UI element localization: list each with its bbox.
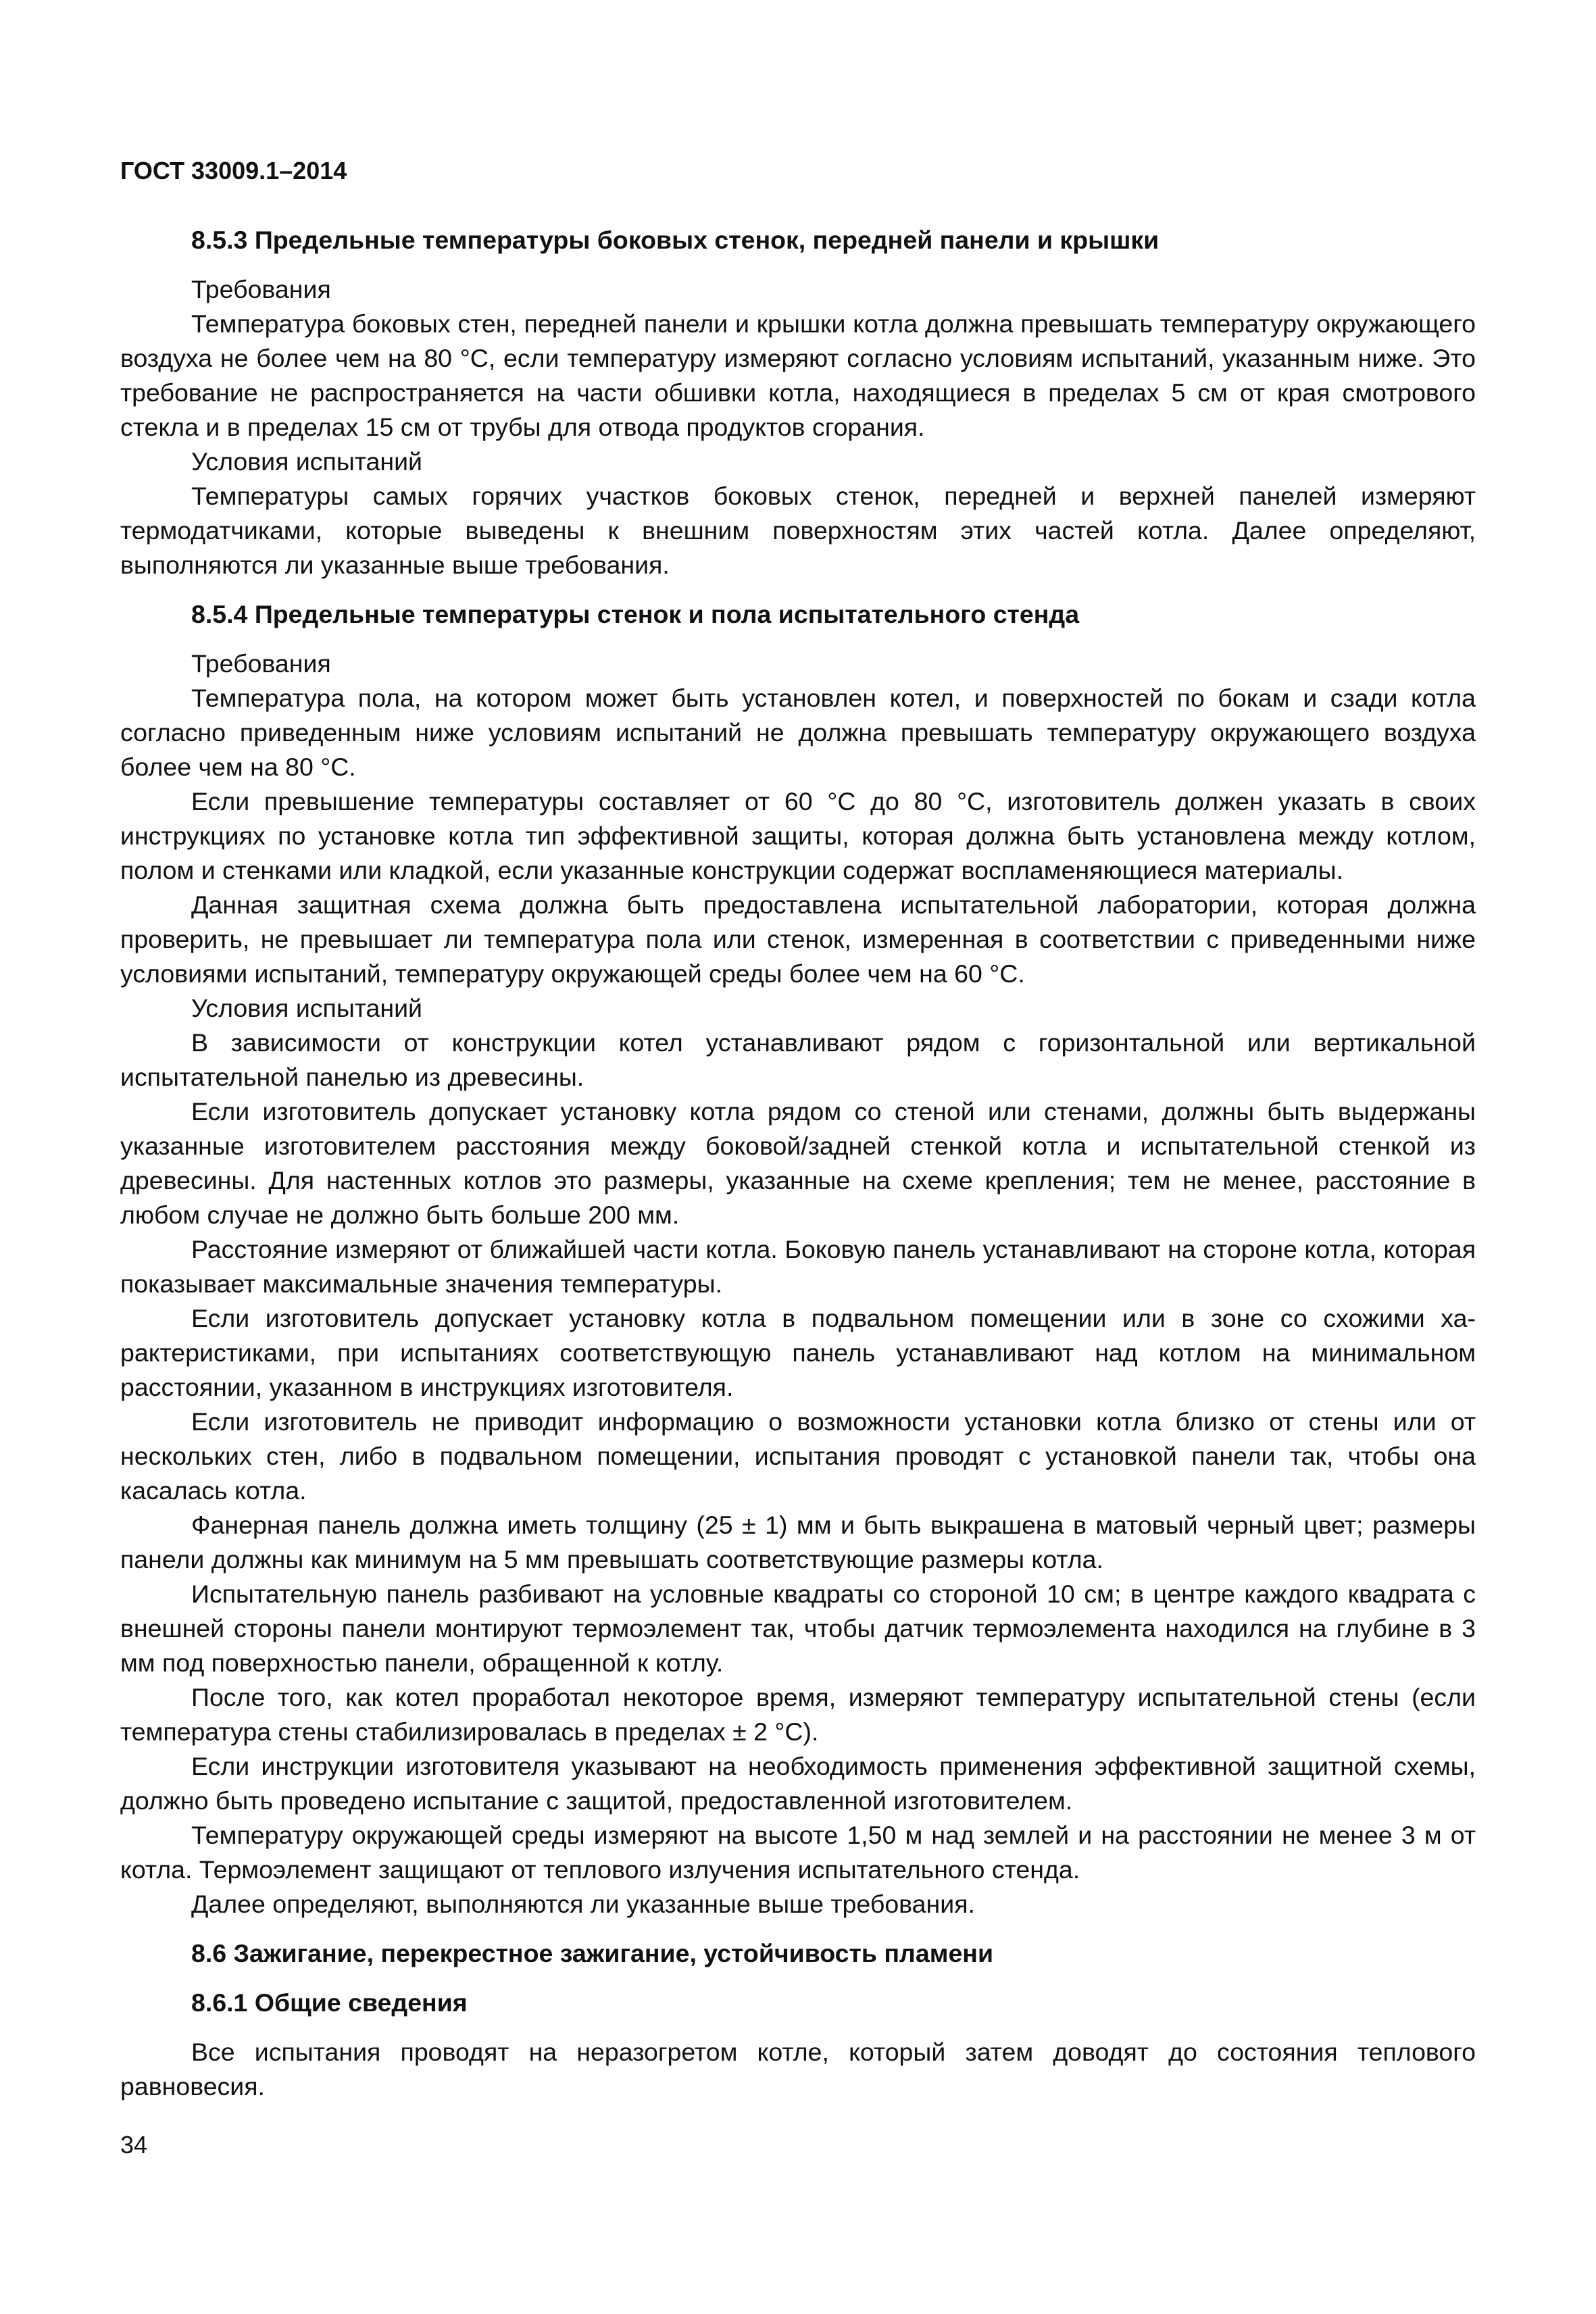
paragraph: Расстояние измеряют от ближайшей части котла. Боковую панель устанавливают на стороне котла, которая показывает максимальные значения температуры. (120, 1235, 1476, 1298)
running-header: ГОСТ 33009.1–2014 (120, 157, 347, 184)
paragraph: Температура пола, на котором может быть установлен котел, и поверхностей по бокам и сзади котла согласно приведенным ниже условиям испытаний не должна превышать температуру окружающего воздуха более чем на 80 °С. (120, 684, 1476, 781)
paragraph: Температура боковых стен, передней панели и крышки котла должна превышать температуру окружающего воздуха не более чем на 80 °С, если температуру измеряют согласно условиям испытаний, указанным ниже. Это требование не распространяется на части обшивки котла, находящиеся в пределах 5 см от края смотрового стекла и в пределах 15 см от трубы для отвода продуктов сгорания. (120, 309, 1476, 441)
paragraph: В зависимости от конструкции котел устанавливают рядом с горизонтальной или вертикальной испытательной панелью из древесины. (120, 1028, 1476, 1091)
paragraph: После того, как котел проработал некоторое время, измеряют температуру испытательной стены (если температура стены стабилизировалась в пределах ± 2 °С). (120, 1683, 1476, 1746)
paragraph: Если инструкции изготовителя указывают на необходимость применения эффективной защитной схемы, должно быть проведено испытание с защитой, предоставленной изготовителем. (120, 1752, 1476, 1815)
paragraph: Далее определяют, выполняются ли указанные выше требования. (191, 1890, 975, 1918)
paragraph: Данная защитная схема должна быть предоставлена испытательной лаборатории, которая должна проверить, не превышает ли температура пола или стенок, измеренная в соответствии с приведенными ниже условиями испытаний, температуру окружающей среды более чем на 60 °С. (120, 890, 1476, 988)
paragraph: Все испытания проводят на неразогретом котле, который затем доводят до состояния теплового равновесия. (120, 2038, 1476, 2101)
requirements-label: Требования (191, 649, 331, 678)
paragraph: Если превышение температуры составляет от 60 °С до 80 °С, изготовитель должен указать в своих инструкциях по установке котла тип эффективной защиты, которая должна быть установлена между котлом, полом и стенками или кладкой, если указанные конструкции содержат воспламеняющиеся материалы. (120, 787, 1476, 884)
paragraph: Испытательную панель разбивают на условные квадраты со стороной 10 см; в центре каждого квадрата с внешней стороны панели монтируют термоэлемент так, чтобы датчик термоэлемента находился на глубине в 3 мм под поверхностью панели, обращенной к котлу. (120, 1580, 1476, 1677)
section-heading-8-6-1: 8.6.1 Общие сведения (191, 1988, 468, 2017)
section-heading-8-5-4: 8.5.4 Предельные температуры стенок и пола испытательного стенда (191, 600, 1080, 628)
section-heading-8-6: 8.6 Зажигание, перекрестное зажигание, устойчивость пламени (191, 1939, 993, 1967)
page-body (120, 223, 1476, 2104)
paragraph: Если изготовитель допускает установку котла рядом со стеной или стенами, должны быть выдержаны указанные изготовителем расстояния между боковой/задней стенкой котла и испытательной стенкой из древесины. Для настенных котлов это размеры, указанные на схеме крепления; тем не менее, расстояние в любом случае не должно быть больше 200 мм. (120, 1097, 1476, 1229)
paragraph: Температуры самых горячих участков боковых стенок, передней и верхней панелей измеряют термодатчиками, которые выведены к внешним поверхностям этих частей котла. Далее определяют, выполняются ли указанные выше требования. (120, 482, 1476, 579)
test-conditions-label: Условия испытаний (191, 447, 422, 476)
requirements-label: Требования (191, 275, 331, 303)
paragraph: Фанерная панель должна иметь толщину (25 ± 1) мм и быть выкрашена в матовый черный цвет; размеры панели должны как минимум на 5 мм превышать соответствующие размеры котла. (120, 1511, 1476, 1574)
paragraph: Если изготовитель допускает установку котла в подвальном помещении или в зоне со схожими характеристиками, при испытаниях соответствующую панель устанавливают над котлом на минимальном расстоянии, указанном в инструкциях изготовителя. (120, 1304, 1476, 1401)
test-conditions-label: Условия испытаний (191, 994, 422, 1022)
section-heading-8-5-3: 8.5.3 Предельные температуры боковых стенок, передней панели и крышки (191, 226, 1159, 254)
paragraph: Температуру окружающей среды измеряют на высоте 1,50 м над землей и на расстоянии не менее 3 м от котла. Термоэлемент защищают от теплового излучения испытательного стенда. (120, 1821, 1476, 1884)
paragraph: Если изготовитель не приводит информацию о возможности установки котла близко от стены или от нескольких стен, либо в подвальном помещении, испытания проводят с установкой панели так, чтобы она касалась котла. (120, 1407, 1476, 1505)
page-number: 34 (120, 2131, 148, 2159)
